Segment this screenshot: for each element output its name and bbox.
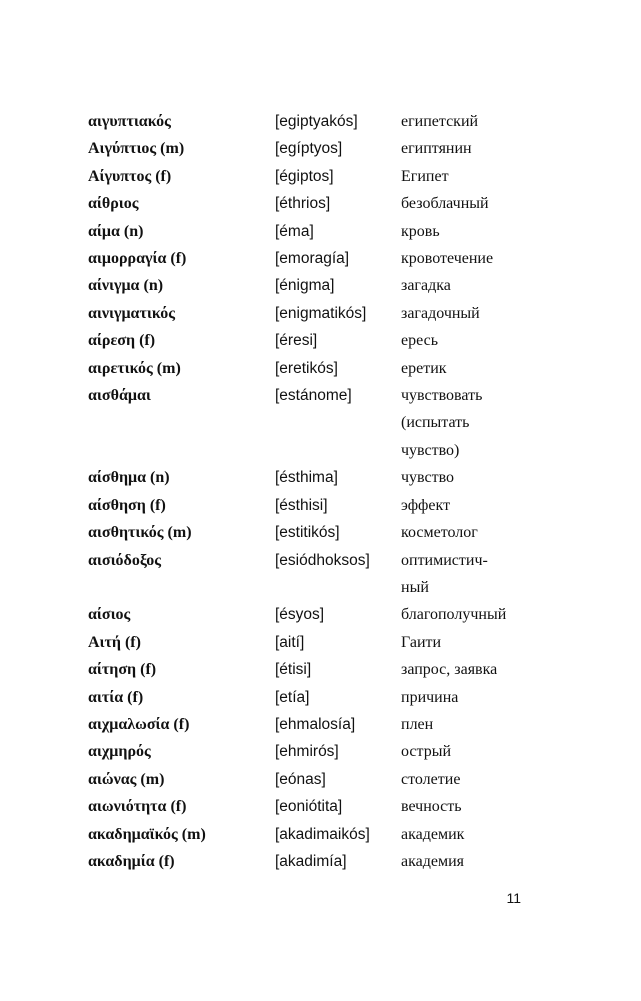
entry-transcription: [estánome]: [275, 387, 352, 405]
entry-term: αιγυπτιακός: [88, 113, 171, 130]
entry-term: αίθριος: [88, 195, 139, 213]
translation-line: косметолог: [401, 524, 478, 542]
entry-list: [88, 108, 548, 875]
translation-line: академик: [401, 825, 465, 843]
entry-translation: [401, 547, 541, 602]
translation-line: ересь: [401, 332, 438, 350]
entry-transcription: [énigma]: [275, 277, 335, 295]
dictionary-entry: [88, 519, 548, 546]
entry-translation: [401, 629, 541, 656]
dictionary-entry: [88, 711, 548, 738]
entry-translation: [401, 464, 541, 491]
entry-term: αίσθημα (n): [88, 469, 170, 487]
entry-term: Αιτή (f): [88, 633, 141, 651]
entry-term: αιωνιότητα (f): [88, 798, 187, 816]
entry-translation: [401, 711, 541, 738]
entry-translation: [401, 821, 541, 848]
entry-transcription: [emoragía]: [275, 250, 350, 268]
dictionary-entry: [88, 848, 548, 875]
translation-line: (испытать: [401, 414, 470, 432]
entry-transcription: [aití]: [275, 633, 305, 651]
translation-line: чувство: [401, 469, 455, 487]
entry-transcription: [étisi]: [275, 661, 312, 679]
dictionary-entry: [88, 272, 548, 299]
translation-line: причина: [401, 688, 459, 706]
entry-transcription: [ésyos]: [275, 606, 325, 624]
dictionary-entry: [88, 464, 548, 491]
entry-translation: [401, 300, 541, 327]
dictionary-entry: [88, 300, 548, 327]
dictionary-entry: [88, 547, 548, 602]
translation-line: Гаити: [401, 633, 442, 651]
entry-transcription: [éthrios]: [275, 195, 331, 213]
entry-translation: [401, 656, 541, 683]
entry-transcription: [egíptyos]: [275, 140, 343, 158]
entry-term: αινιγματικός: [88, 304, 175, 322]
entry-transcription: [akadimía]: [275, 852, 347, 870]
entry-translation: [401, 766, 541, 793]
translation-line: загадочный: [401, 304, 480, 322]
entry-translation: [401, 382, 541, 464]
entry-translation: [401, 848, 541, 875]
translation-line: запрос, заявка: [401, 661, 498, 679]
entry-term: αιχμαλωσία (f): [88, 715, 190, 733]
entry-term: αίσιος: [88, 606, 131, 624]
translation-line: острый: [401, 743, 451, 761]
entry-translation: [401, 218, 541, 245]
translation-line: загадка: [401, 277, 451, 295]
dictionary-entry: [88, 135, 548, 162]
entry-term: αιχμηρός: [88, 743, 151, 761]
entry-term: αισθητικός (m): [88, 524, 192, 542]
entry-transcription: [egiptyakós]: [275, 113, 358, 130]
entry-transcription: [ehmalosía]: [275, 715, 356, 733]
entry-term: αιτία (f): [88, 688, 144, 706]
dictionary-entry: [88, 190, 548, 217]
dictionary-entry: [88, 821, 548, 848]
entry-translation: [401, 355, 541, 382]
entry-term: αιώνας (m): [88, 770, 165, 788]
dictionary-entry: [88, 492, 548, 519]
dictionary-entry: [88, 218, 548, 245]
dictionary-entry: [88, 382, 548, 464]
entry-term: αίτηση (f): [88, 661, 157, 679]
entry-term: ακαδημαϊκός (m): [88, 825, 206, 843]
translation-line: плен: [401, 715, 434, 733]
entry-translation: [401, 492, 541, 519]
translation-line: чувствовать: [401, 387, 483, 405]
entry-translation: [401, 738, 541, 765]
entry-transcription: [éma]: [275, 222, 314, 240]
entry-term: αίρεση (f): [88, 332, 156, 350]
entry-term: αίνιγμα (n): [88, 277, 164, 295]
entry-transcription: [etía]: [275, 688, 310, 706]
entry-transcription: [eretikós]: [275, 359, 338, 377]
dictionary-entry: [88, 656, 548, 683]
translation-line: еретик: [401, 359, 447, 377]
entry-translation: [401, 327, 541, 354]
entry-term: αίσθηση (f): [88, 496, 166, 514]
translation-line: кровь: [401, 222, 440, 240]
entry-term: αίμα (n): [88, 222, 144, 240]
entry-transcription: [eoniótita]: [275, 798, 343, 816]
translation-line: чувство): [401, 441, 460, 459]
translation-line: столетие: [401, 770, 461, 788]
translation-line: египтянин: [401, 140, 472, 158]
translation-line: эффект: [401, 496, 451, 514]
entry-term: αιρετικός (m): [88, 359, 181, 377]
entry-translation: [401, 793, 541, 820]
entry-translation: [401, 519, 541, 546]
page-number: 11: [506, 890, 521, 906]
entry-translation: [401, 601, 541, 628]
dictionary-entry: [88, 684, 548, 711]
entry-transcription: [enigmatikós]: [275, 304, 367, 322]
entry-term: αισιόδοξος: [88, 551, 162, 569]
translation-line: Египет: [401, 167, 449, 185]
entry-term: Αιγύπτιος (m): [88, 140, 185, 158]
entry-term: Αίγυπτος (f): [88, 167, 172, 185]
entry-transcription: [éresi]: [275, 332, 318, 350]
entry-translation: [401, 135, 541, 162]
translation-line: египетский: [401, 113, 479, 130]
dictionary-entry: [88, 601, 548, 628]
dictionary-entry: [88, 766, 548, 793]
entry-transcription: [estitikós]: [275, 524, 340, 542]
entry-transcription: [ésthima]: [275, 469, 338, 487]
entry-translation: [401, 272, 541, 299]
dictionary-entry: [88, 629, 548, 656]
entry-translation: [401, 245, 541, 272]
translation-line: оптимистич-: [401, 551, 488, 569]
entry-transcription: [égiptos]: [275, 167, 334, 185]
dictionary-entry: [88, 245, 548, 272]
dictionary-entry: [88, 327, 548, 354]
entry-transcription: [ésthisi]: [275, 496, 328, 514]
translation-line: безоблачный: [401, 195, 489, 213]
dictionary-entry: [88, 793, 548, 820]
translation-line: ный: [401, 578, 429, 596]
dictionary-entry: [88, 108, 548, 135]
translation-line: академия: [401, 852, 465, 870]
entry-transcription: [esiódhoksos]: [275, 551, 370, 569]
entry-transcription: [eónas]: [275, 770, 326, 788]
entry-translation: [401, 684, 541, 711]
entry-transcription: [akadimaikós]: [275, 825, 370, 843]
entry-term: αιμορραγία (f): [88, 250, 187, 268]
entry-translation: [401, 163, 541, 190]
entry-term: ακαδημία (f): [88, 852, 175, 870]
dictionary-entry: [88, 163, 548, 190]
translation-line: благополучный: [401, 606, 507, 624]
entry-term: αισθάμαι: [88, 387, 151, 405]
translation-line: вечность: [401, 798, 462, 816]
entry-transcription: [ehmirós]: [275, 743, 339, 761]
dictionary-entry: [88, 738, 548, 765]
dictionary-entry: [88, 355, 548, 382]
entry-translation: [401, 108, 541, 135]
translation-line: кровотечение: [401, 250, 494, 268]
entry-translation: [401, 190, 541, 217]
